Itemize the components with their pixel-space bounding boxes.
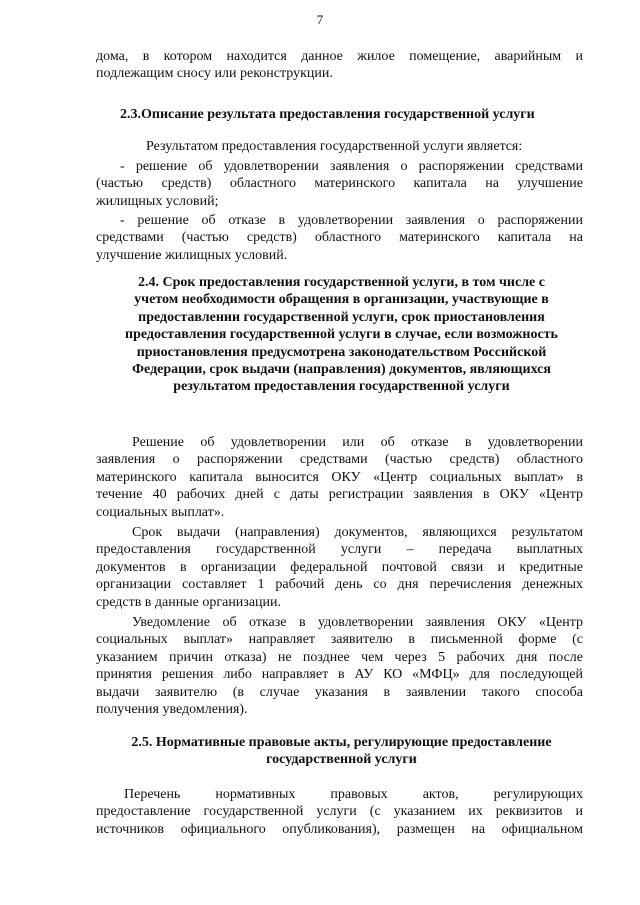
text-line: принятия решения либо направляет в АУ КО «МФЦ» для последующей [96, 667, 583, 683]
text-line: - решение об удовлетворении заявления о распоряжении средствами [120, 159, 583, 174]
text-line: указанием причин отказа) не позднее чем через 5 рабочих дня после [96, 649, 583, 665]
section-2-4-heading [100, 274, 583, 396]
heading-line: Федерации, срок выдачи (направления) документов, являющихся [132, 362, 551, 378]
text-line: предоставление государственной услуги (с указанием их реквизитов и [96, 804, 583, 820]
result-item-refusal [96, 212, 583, 264]
refusal-notice-paragraph [96, 614, 583, 718]
heading-line: предоставления государственной услуги в случае, если возможность [125, 327, 558, 343]
text-line: средствами (частью средств) областного материнского капитала на [96, 230, 583, 246]
text-line: Решение об удовлетворении или об отказе в удовлетворении [132, 435, 583, 450]
text-line: предоставления государственной услуги – передача выплатных [96, 542, 583, 558]
heading-line: учетом необходимости обращения в организации, участвующие в [134, 292, 549, 308]
text-line: социальных выплат». [96, 504, 225, 520]
legal-acts-paragraph [96, 786, 583, 838]
heading-line: приостановления предусмотрена законодательством Российской [136, 344, 547, 360]
issue-term-paragraph [96, 524, 583, 611]
text-line: заявления о распоряжении средствами (частью средств) областного [96, 452, 583, 468]
heading-line: предоставлении государственной услуги, срок приостановления [138, 309, 545, 325]
text-line: выдачи заявителю (в случае указания в заявлении такого способа [96, 684, 583, 700]
text-line: улучшение жилищных условий. [96, 247, 288, 263]
text-line: жилищных условий; [96, 193, 219, 209]
text-line: подлежащим сносу или реконструкции. [96, 66, 333, 82]
result-item-approval [96, 158, 583, 210]
text-line: получения уведомления). [96, 702, 248, 718]
heading-line: государственной услуги [266, 752, 417, 768]
decision-term-paragraph [96, 434, 583, 521]
section-2-3-lead: Результатом предоставления государственной услуги являетcя: [146, 139, 523, 154]
text-line: (частью средств) областного материнского капитала на улучшение [96, 176, 583, 192]
text-line: организации составляет 1 рабочий день со дня перечисления денежных [96, 577, 583, 593]
text-line: Срок выдачи (направления) документов, являющихся результатом [132, 525, 583, 540]
heading-line: 2.4. Срок предоставления государственной услуги, в том числе с [138, 275, 545, 290]
text-line: социальных выплат» направляет заявителю в письменной форме (с [96, 632, 583, 648]
text-line: документов в организации федеральной почтовой связи и кредитные [96, 559, 583, 575]
section-2-5-heading [100, 734, 583, 769]
intro-paragraph [96, 48, 583, 83]
text-line: Перечень нормативных правовых актов, регулирующих [124, 787, 583, 802]
text-line: средств в данные организации. [96, 594, 282, 610]
text-line: источников официального опубликования), размещен на официальном [96, 821, 583, 837]
heading-line: 2.5. Нормативные правовые акты, регулирующие предоставление [131, 735, 552, 750]
heading-line: результатом предоставления государственной услуги [173, 379, 510, 395]
text-line: дома, в котором находится данное жилое помещение, аварийным и [96, 49, 583, 64]
text-line: течение 40 рабочих дней с даты регистрации заявления в ОКУ «Центр [96, 487, 583, 503]
text-line: материнского капитала выносится ОКУ «Центр социальных выплат» в [96, 469, 583, 485]
section-2-3-heading: 2.3.Описание результата предоставления государственной услуги [120, 107, 535, 122]
page-number: 7 [316, 12, 324, 27]
text-line: Уведомление об отказе в удовлетворении заявления ОКУ «Центр [132, 615, 583, 630]
text-line: - решение об отказе в удовлетворении заявления о распоряжении [120, 213, 583, 228]
